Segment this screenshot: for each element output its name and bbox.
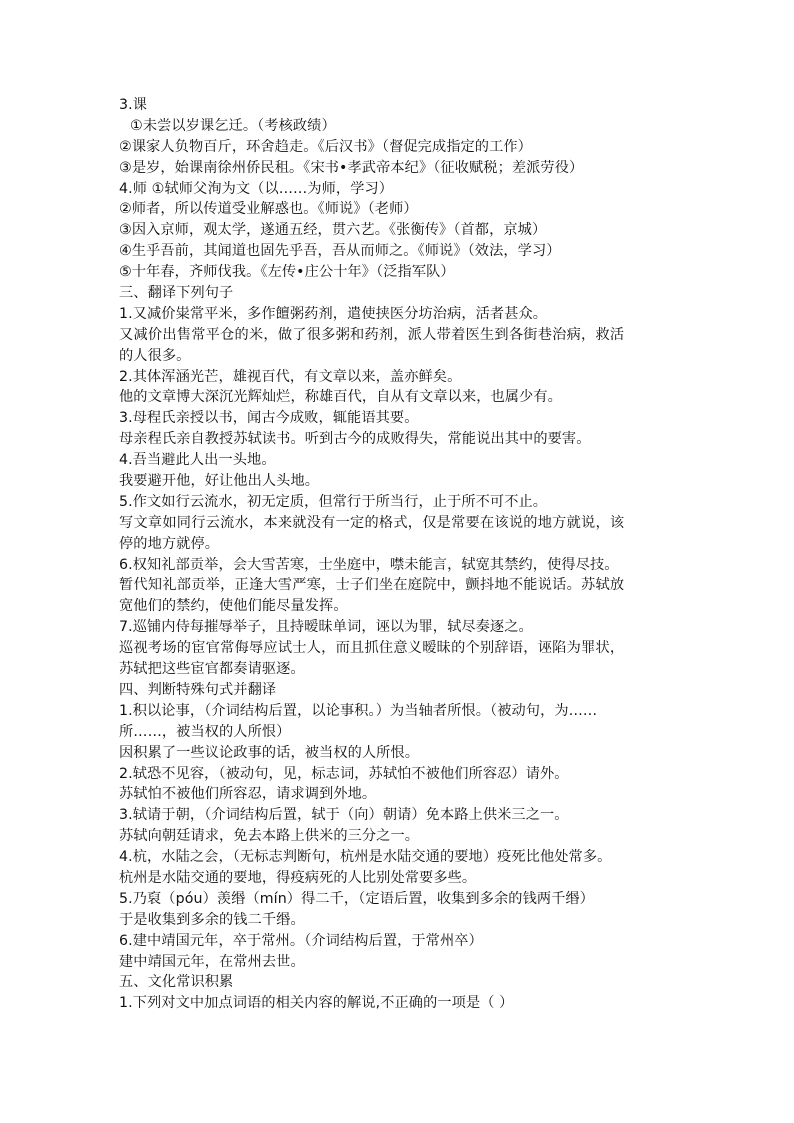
entry-heading-shi: 4.师 ①轼师父洵为文（以……为师，学习）	[119, 180, 394, 197]
definition-line: ①未尝以岁课乞迁。（考核政绩）	[130, 117, 336, 134]
definition-line: ⑤十年春，齐师伐我。《左传•庄公十年》（泛指军队）	[119, 264, 455, 281]
translation-line: 杭州是水陆交通的要地，得疫病死的人比别处常要多些。	[119, 869, 477, 886]
source-sentence: 所……，被当权的人所恨）	[119, 723, 291, 740]
translation-line: 宽他们的禁约，使他们能尽量发挥。	[119, 598, 348, 615]
definition-line: ②课家人负物百斤，环舍趋走。《后汉书》（督促完成指定的工作）	[119, 138, 532, 155]
translation-line: 我要避开他，好让他出人头地。	[119, 473, 320, 490]
translation-line: 因积累了一些议论政事的话，被当权的人所恨。	[119, 744, 420, 761]
source-sentence: 3.轼请于朝，（介词结构后置，轼于（向）朝请）免本路上供米三之一。	[119, 807, 569, 824]
entry-heading-ke: 3.课	[119, 97, 148, 113]
source-sentence: 7.巡铺内侍每摧辱举子，且持暧昧单词，诬以为罪，轼尽奏逐之。	[119, 619, 533, 636]
source-sentence: 2.轼恐不见容，（被动句，见，标志词，苏轼怕不被他们所容忍）请外。	[119, 765, 569, 782]
source-sentence: 4.杭，水陆之会，（无标志判断句，杭州是水陆交通的要地）疫死比他处常多。	[119, 849, 612, 866]
source-sentence: 5.乃裒（póu）羡缗（mín）得二千，（定语后置，收集到多余的钱两千缗）	[119, 890, 595, 907]
translation-line: 的人很多。	[119, 347, 191, 364]
translation-line: 暂代知礼部贡举，正逢大雪严寒，士子们坐在庭院中，颤抖地不能说话。苏轼放	[119, 577, 625, 594]
translation-line: 建中靖国元年，在常州去世。	[119, 953, 305, 970]
translation-line: 又减价出售常平仓的米，做了很多粥和药剂，派人带着医生到各街巷治病，救活	[119, 326, 625, 343]
source-sentence: 1.又减价粜常平米，多作饘粥药剂，遣使挟医分坊治病，活者甚众。	[119, 305, 548, 322]
translation-line: 苏轼怕不被他们所容忍，请求调到外地。	[119, 786, 377, 803]
translation-line: 苏轼向朝廷请求，免去本路上供米的三分之一。	[119, 828, 420, 845]
translation-line: 停的地方就停。	[119, 535, 220, 552]
section-heading-culture: 五、文化常识积累	[119, 974, 234, 991]
source-sentence: 4.吾当避此人出一头地。	[119, 452, 276, 469]
question-line: 1.下列对文中加点词语的相关内容的解说,不正确的一项是（ ）	[119, 995, 514, 1012]
definition-line: ④生乎吾前，其闻道也固先乎吾，吾从而师之。《师说》（效法，学习）	[119, 243, 561, 260]
source-sentence: 1.积以论事，（介词结构后置，以论事积。）为当轴者所恨。（被动句，为……	[119, 702, 598, 719]
source-sentence: 6.权知礼部贡举，会大雪苦寒，士坐庭中，噤未能言，轼宽其禁约，使得尽技。	[119, 556, 619, 573]
document-page	[119, 95, 679, 1014]
definition-line: ③因入京师，观太学，遂通五经，贯六艺。《张衡传》（首都，京城）	[119, 222, 547, 239]
translation-line: 他的文章博大深沉光辉灿烂，称雄百代，自从有文章以来，也属少有。	[119, 389, 562, 406]
translation-line: 母亲程氏亲自教授苏轼读书。听到古今的成败得失，常能说出其中的要害。	[119, 431, 591, 448]
translation-line: 写文章如同行云流水，本来就没有一定的格式，仅是常要在该说的地方就说，该	[119, 514, 625, 531]
definition-line: ②师者，所以传道受业解惑也。《师说》（老师）	[119, 201, 418, 218]
source-sentence: 5.作文如行云流水，初无定质，但常行于所当行，止于所不可不止。	[119, 493, 548, 510]
definition-line: ③是岁，始课南徐州侨民租。《宋书•孝武帝本纪》（征收赋税；差派劳役）	[119, 159, 584, 176]
translation-line: 巡视考场的宦官常侮辱应试士人，而且抓住意义暧昧的个别辞语，诬陷为罪状，	[119, 640, 625, 657]
source-sentence: 6.建中靖国元年，卒于常州。（介词结构后置，于常州卒）	[119, 932, 483, 949]
translation-line: 于是收集到多余的钱二千缗。	[119, 911, 305, 928]
translation-line: 苏轼把这些宦官都奏请驱逐。	[119, 661, 305, 678]
source-sentence: 2.其体浑涵光芒，雄视百代，有文章以来，盖亦鲜矣。	[119, 368, 462, 385]
source-sentence: 3.母程氏亲授以书，闻古今成败，辄能语其要。	[119, 410, 419, 427]
section-heading-syntax: 四、判断特殊句式并翻译	[119, 681, 277, 698]
section-heading-translate: 三、翻译下列句子	[119, 285, 234, 302]
